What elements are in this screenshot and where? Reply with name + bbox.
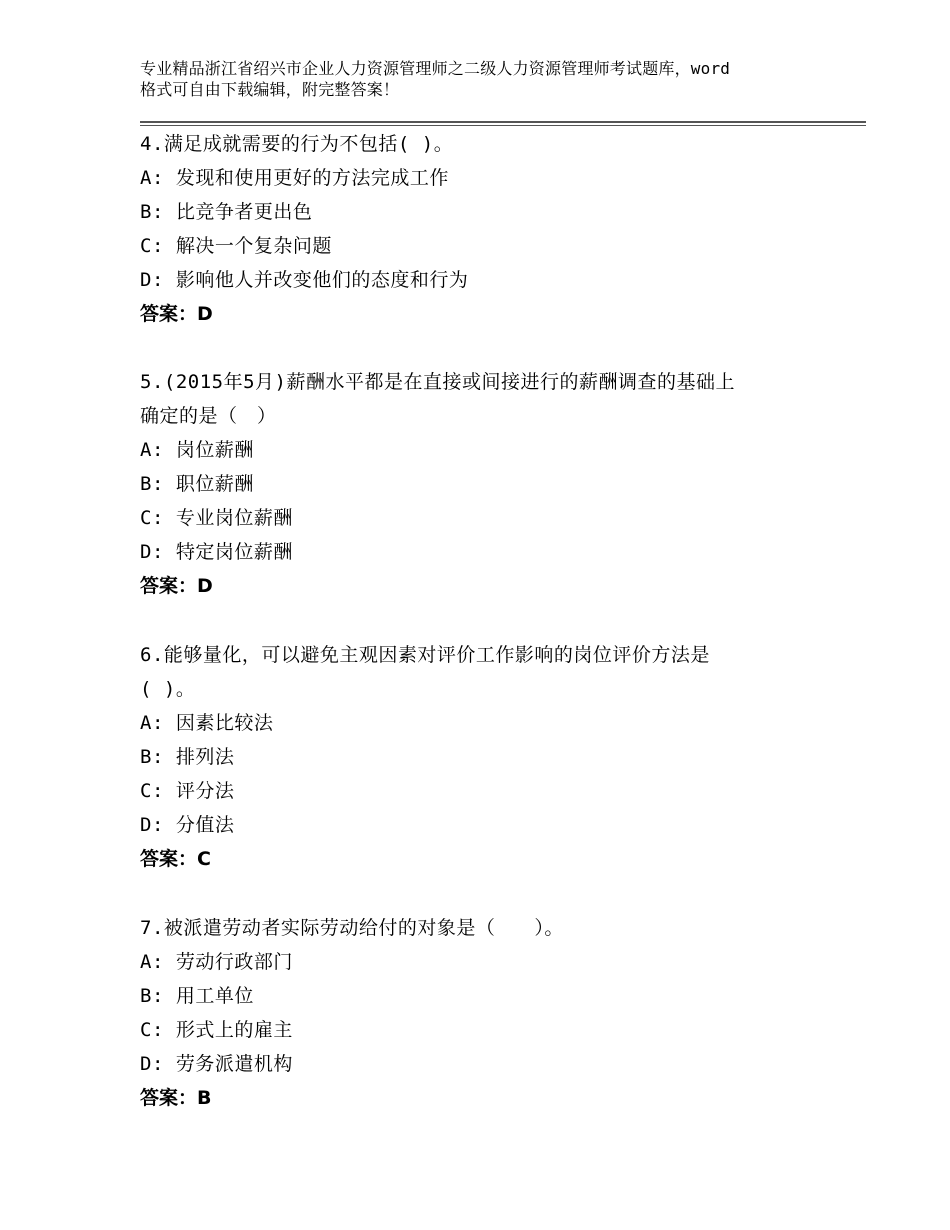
option-d: D: 影响他人并改变他们的态度和行为 [140, 269, 469, 291]
question-stem-cont: 确定的是（ ） [140, 405, 277, 427]
option-a: A: 劳动行政部门 [140, 951, 293, 973]
document-header [140, 58, 840, 100]
question-7 [140, 911, 840, 1115]
question-stem: 7.被派遣劳动者实际劳动给付的对象是（ ）。 [140, 917, 564, 939]
question-stem: 6.能够量化，可以避免主观因素对评价工作影响的岗位评价方法是 [140, 644, 710, 666]
question-4 [140, 127, 840, 331]
option-b: B: 比竞争者更出色 [140, 201, 313, 223]
option-c: C: 形式上的雇主 [140, 1019, 293, 1041]
option-c: C: 解决一个复杂问题 [140, 235, 332, 257]
answer: 答案：D [140, 303, 213, 325]
header-line-2: 格式可自由下载编辑，附完整答案！ [140, 80, 400, 99]
question-stem: 5.(2015年5月)薪酬水平都是在直接或间接进行的薪酬调查的基础上 [140, 371, 735, 393]
answer: 答案：C [140, 848, 211, 870]
option-d: D: 分值法 [140, 814, 235, 836]
option-b: B: 职位薪酬 [140, 473, 254, 495]
header-line-1: 专业精品浙江省绍兴市企业人力资源管理师之二级人力资源管理师考试题库，word [140, 59, 731, 78]
answer: 答案：B [140, 1087, 212, 1109]
option-c: C: 评分法 [140, 780, 235, 802]
question-5 [140, 365, 840, 603]
option-a: A: 岗位薪酬 [140, 439, 254, 461]
option-b: B: 用工单位 [140, 985, 254, 1007]
option-d: D: 劳务派遣机构 [140, 1053, 293, 1075]
question-stem-cont: ( )。 [140, 678, 196, 700]
question-6 [140, 638, 840, 876]
option-c: C: 专业岗位薪酬 [140, 507, 293, 529]
question-stem: 4.满足成就需要的行为不包括( )。 [140, 133, 454, 155]
header-rule-thin [140, 125, 866, 126]
option-a: A: 发现和使用更好的方法完成工作 [140, 167, 449, 189]
option-a: A: 因素比较法 [140, 712, 274, 734]
answer: 答案：D [140, 575, 213, 597]
option-b: B: 排列法 [140, 746, 235, 768]
option-d: D: 特定岗位薪酬 [140, 541, 293, 563]
header-rule-thick [140, 121, 866, 123]
